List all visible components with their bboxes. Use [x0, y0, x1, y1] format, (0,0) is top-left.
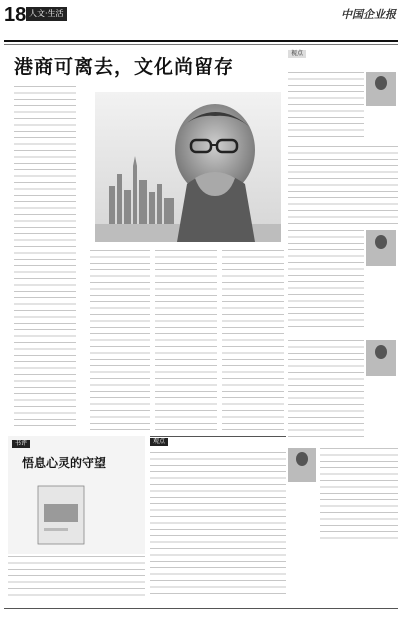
page-number: 18	[4, 4, 27, 26]
article-column-4	[155, 250, 217, 430]
book-review-title: 悟息心灵的守望	[22, 456, 107, 470]
book-cover-image	[36, 484, 88, 546]
rail-text-4	[288, 340, 364, 440]
masthead-rule	[4, 40, 398, 42]
article-column-2	[80, 86, 88, 431]
book-review-tag: 书评	[12, 440, 30, 448]
section-tag: 人文·生活	[26, 7, 67, 21]
book-review-box	[8, 436, 145, 554]
rail-text-1	[288, 72, 364, 142]
masthead	[4, 4, 398, 38]
portrait-photo	[95, 92, 281, 242]
rail-photo-3	[366, 340, 396, 376]
rail-text-3	[288, 230, 364, 330]
rail-photo-4	[288, 448, 316, 482]
footer-rule	[4, 608, 398, 609]
lower-section-rule	[150, 436, 286, 437]
book-review-text	[8, 556, 145, 596]
lower-section-tag: 观点	[150, 438, 168, 446]
rail-text-5	[320, 448, 398, 543]
article-headline: 港商可离去，文化尚留存	[14, 56, 235, 78]
article-column-1	[14, 86, 76, 431]
rail-photo-2	[366, 230, 396, 266]
article-column-3	[90, 250, 150, 430]
right-rail	[288, 50, 398, 545]
lower-section-text	[150, 452, 286, 598]
rail-text-2	[288, 146, 398, 226]
masthead-rule-thin	[4, 44, 398, 45]
article-column-5	[222, 250, 284, 430]
paper-name: 中国企业报	[341, 8, 396, 21]
rail-tag: 视点	[288, 50, 306, 58]
rail-photo-1	[366, 72, 396, 106]
